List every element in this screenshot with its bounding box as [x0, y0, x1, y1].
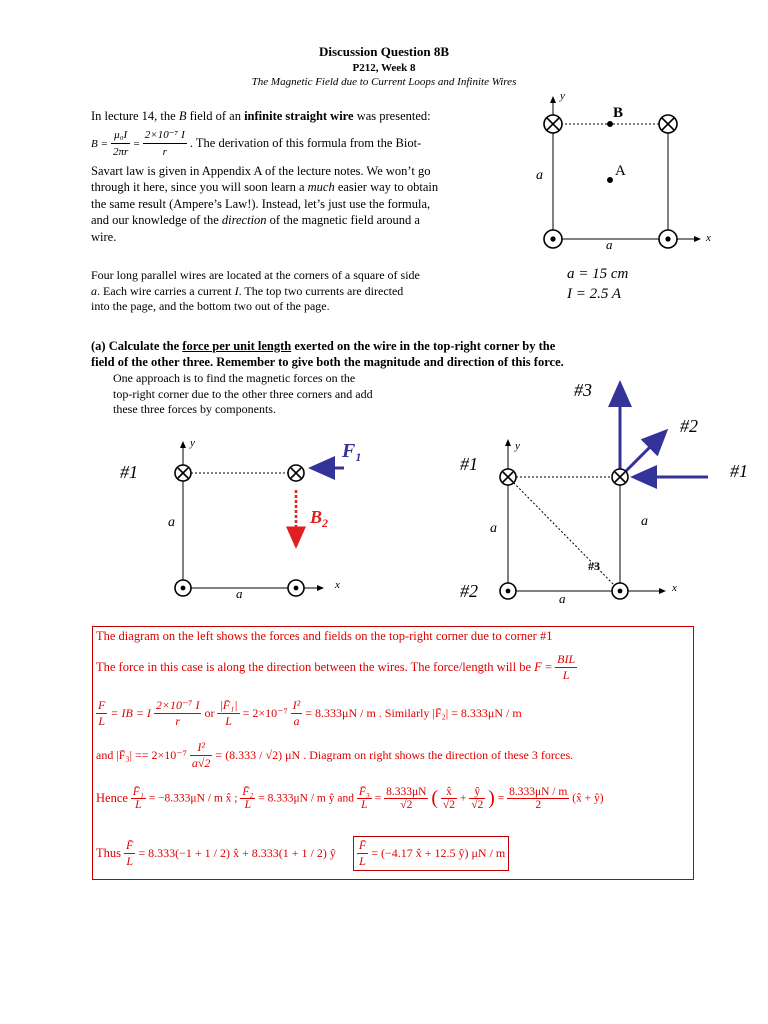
force-f2-diag-arrow	[620, 433, 664, 477]
answer-frac	[469, 786, 485, 811]
wire-out-of-page-icon	[612, 583, 628, 599]
axis-y-label: y	[190, 437, 195, 449]
frac-num: F̄₃	[358, 786, 370, 798]
formula-eq: =	[133, 137, 140, 150]
final-answer: = (−4.17 x̂ + 12.5 ŷ) μN / m	[371, 846, 506, 860]
wire-out-of-page-icon	[544, 230, 562, 248]
answer-frac	[441, 786, 457, 811]
wire-into-page-icon	[544, 115, 562, 133]
hint-line: these three forces by components.	[113, 402, 276, 416]
point-b-dot	[607, 121, 613, 127]
answer-frac	[507, 786, 569, 811]
b-symbol: B	[310, 507, 323, 527]
part-a-underline: force per unit length	[182, 339, 292, 353]
frac-num: I²	[190, 740, 213, 756]
wire-into-page-icon	[659, 115, 677, 133]
frac-num: 2×10⁻⁷ I	[155, 698, 200, 712]
answer-frac	[555, 652, 577, 683]
answer-frac	[217, 698, 239, 729]
frac-den: a	[293, 714, 300, 728]
field-b2-label	[309, 507, 328, 530]
intro-bold-phrase: infinite straight wire	[244, 109, 354, 123]
intro-line-4	[91, 179, 511, 196]
wire-out-of-page-icon	[288, 580, 304, 596]
wire-label-1: #1	[460, 454, 478, 474]
intro-text: through it here, since you will soon learn a	[91, 180, 305, 194]
answer-text: = 8.333μN / m ŷ and	[258, 792, 354, 805]
paren-close: )	[488, 787, 495, 809]
symbol-a: a	[91, 283, 97, 298]
course-week: P212, Week 8	[352, 62, 416, 74]
answer-text: = 8.333(−1 + 1 / 2) x̂ + 8.333(1 + 1 / 2) ŷ	[138, 846, 336, 860]
answer-frac	[384, 786, 428, 811]
given-a: a = 15 cm	[567, 266, 629, 282]
problem-text: . Each wire carries a current	[97, 283, 232, 298]
axis-y-label: y	[560, 90, 565, 102]
answer-text: Thus	[96, 846, 121, 860]
answer-text: |F̄₂|	[432, 706, 449, 720]
f-subscript: 1	[355, 450, 362, 464]
intro-text: of the magnetic field around a	[269, 213, 420, 227]
problem-line-3: into the page, and the bottom two out of the page.	[91, 299, 330, 313]
formula-frac-2	[143, 127, 187, 161]
answer-text: (x̂ + ŷ)	[572, 792, 604, 805]
frac-num: F̄₂	[242, 786, 254, 798]
intro-paragraph	[91, 108, 511, 245]
frac-den: L	[126, 854, 134, 868]
answer-text: . Similarly	[378, 706, 430, 720]
intro-line-1	[91, 108, 511, 125]
intro-line-7: wire.	[91, 229, 117, 244]
intro-text: . The derivation of this formula from the Biot-	[189, 135, 422, 150]
frac-num: 8.333μN / m	[509, 786, 568, 798]
frac-num: BIL	[557, 652, 576, 666]
point-a-label: A	[615, 163, 626, 179]
answer-frac	[240, 786, 255, 811]
b-subscript: 2	[322, 516, 329, 530]
answer-line-3	[96, 698, 522, 729]
intro-line-3: Savart law is given in Appendix A of the lecture notes. We won’t go	[91, 163, 431, 178]
force-label-3: #3	[574, 380, 592, 400]
frac-den: √2	[471, 799, 484, 811]
answer-frac	[154, 698, 202, 729]
page-title: Discussion Question 8B	[318, 44, 450, 59]
part-a-line-1	[91, 338, 691, 354]
point-b-label: B	[613, 105, 624, 121]
side-label-a: a	[536, 168, 543, 183]
answer-symbol: F	[534, 660, 542, 674]
answer-line-1: The diagram on the left shows the forces and fields on the top-right corner due to corner #1	[96, 629, 553, 643]
wire-label-2: #2	[460, 581, 478, 601]
axis-y-label: y	[515, 440, 520, 452]
frac-num: |F̄₁|	[219, 698, 238, 712]
side-label-a: a	[641, 514, 648, 529]
frac-num: I²	[292, 698, 301, 712]
side-label-a: a	[236, 586, 243, 601]
axis-x-label: x	[335, 579, 340, 591]
diagonal	[508, 477, 620, 591]
intro-line-6	[91, 212, 511, 229]
wire-into-page-icon	[288, 465, 304, 481]
answer-line-6	[96, 836, 509, 871]
frac-den: L	[135, 799, 142, 811]
answer-text: Hence	[96, 791, 128, 805]
frac-den: √2	[442, 799, 455, 811]
intro-italic: much	[307, 180, 335, 194]
frac-den: L	[244, 799, 252, 811]
answer-line-2	[96, 652, 577, 683]
intro-text: was presented:	[356, 109, 431, 123]
force-label-1: #1	[730, 461, 748, 481]
formula-num: 2×10⁻⁷ I	[143, 127, 187, 145]
answer-text: = −8.333μN / m x̂ ;	[148, 792, 238, 805]
frac-num: F	[98, 698, 106, 712]
right-force-diagram	[450, 370, 760, 610]
answer-text: = 8.333μN / m	[305, 706, 376, 720]
intro-b-symbol: B	[178, 109, 187, 123]
formula-lhs: B =	[91, 137, 108, 150]
problem-text: . The top two currents are directed	[238, 283, 404, 298]
axis-x-label: x	[672, 582, 677, 594]
answer-text: =	[497, 792, 505, 805]
part-a-hint	[113, 371, 463, 418]
answer-line-5	[96, 786, 604, 811]
wire-label-3-inside: #3	[588, 559, 600, 573]
answer-text: = (8.333 / √2) μN	[215, 748, 301, 762]
side-label-a: a	[490, 521, 497, 536]
frac-num: 8.333μN	[386, 786, 427, 798]
answer-frac	[96, 698, 107, 729]
answer-frac	[131, 786, 146, 811]
square-figure	[520, 85, 720, 255]
frac-num: F̄	[358, 838, 367, 852]
problem-line-1: Four long parallel wires are located at the corners of a square of side	[91, 268, 420, 282]
answer-text: = 2×10⁻⁷	[242, 706, 288, 720]
intro-text: easier way to obtain	[337, 180, 439, 194]
side-label-a: a	[168, 515, 175, 530]
answer-frac	[291, 698, 303, 729]
wire-out-of-page-icon	[500, 583, 516, 599]
answer-text: |F̄₃|	[116, 748, 132, 762]
answer-text: or	[204, 706, 215, 720]
formula-den: 2πr	[113, 146, 129, 158]
part-a-line-2: field of the other three. Remember to give both the magnitude and direction of this force.	[91, 355, 564, 369]
hint-line: top-right corner due to the other three corners and add	[113, 386, 373, 401]
answer-text: and	[96, 748, 114, 762]
symbol-i: I	[234, 283, 239, 298]
formula-num: μ₀I	[111, 127, 130, 145]
frac-num: ŷ	[469, 786, 485, 799]
answer-text: = IB = I	[110, 706, 151, 720]
intro-text: field of an	[189, 109, 241, 123]
frac-den: a√2	[191, 756, 211, 770]
frac-num: x̂	[441, 786, 457, 799]
axis-x-label: x	[706, 232, 711, 244]
paren-open: (	[431, 787, 439, 809]
intro-text: and our knowledge of the	[91, 213, 219, 227]
answer-text: =	[544, 660, 552, 674]
frac-den: L	[361, 799, 368, 811]
intro-line-5: the same result (Ampere’s Law!). Instead, let’s just use the formula,	[91, 196, 431, 211]
formula-frac-1	[111, 127, 130, 161]
frac-den: L	[359, 854, 366, 868]
frac-num: F̄	[126, 838, 134, 852]
side-label-a: a	[606, 237, 613, 252]
wire-label: #1	[120, 462, 138, 482]
part-a-question	[91, 338, 691, 370]
answer-line-4	[96, 740, 573, 771]
answer-text: The force in this case is along the direction between the wires. The force/length will be	[96, 660, 532, 674]
force-label-2: #2	[680, 416, 698, 436]
answer-frac	[190, 740, 213, 771]
side-label-a: a	[559, 591, 566, 606]
answer-text: . Diagram on right shows the direction of these 3 forces.	[303, 748, 574, 762]
answer-text: =	[374, 792, 382, 805]
frac-den: r	[175, 714, 181, 728]
f-symbol: F	[342, 440, 356, 462]
wire-out-of-page-icon	[659, 230, 677, 248]
page-subtitle: The Magnetic Field due to Current Loops and Infinite Wires	[251, 76, 517, 88]
frac-den: L	[225, 714, 232, 728]
answer-text: = 8.333μN / m	[451, 706, 522, 720]
frac-num: F̄₁	[132, 786, 144, 798]
force-f1-label	[341, 440, 361, 464]
wire-out-of-page-icon	[175, 580, 191, 596]
wire-into-page-icon	[500, 469, 516, 485]
formula-den: r	[162, 146, 167, 158]
problem-statement	[91, 268, 511, 315]
point-a-dot	[607, 177, 613, 183]
answer-frac	[124, 838, 135, 869]
answer-frac	[357, 838, 368, 869]
frac-den: L	[562, 668, 570, 682]
answer-text: == 2×10⁻⁷	[135, 748, 187, 762]
frac-den: √2	[400, 799, 413, 811]
left-force-diagram	[110, 430, 370, 610]
given-i: I = 2.5 A	[567, 286, 622, 302]
intro-italic: direction	[221, 213, 267, 227]
answer-text: +	[459, 792, 467, 805]
final-answer-box	[353, 836, 509, 871]
wire-into-page-icon	[175, 465, 191, 481]
answer-frac	[357, 786, 372, 811]
frac-den: L	[98, 714, 106, 728]
hint-line: One approach is to find the magnetic forces on the	[113, 371, 356, 385]
part-a-text: exerted on the wire in the top-right corner by the	[294, 339, 556, 353]
intro-text: In lecture 14, the	[91, 109, 176, 123]
wire-into-page-icon	[612, 469, 628, 485]
problem-line-2	[91, 284, 511, 300]
part-a-text: (a) Calculate the	[91, 339, 180, 353]
b-field-formula	[91, 127, 511, 163]
frac-den: 2	[535, 799, 542, 811]
